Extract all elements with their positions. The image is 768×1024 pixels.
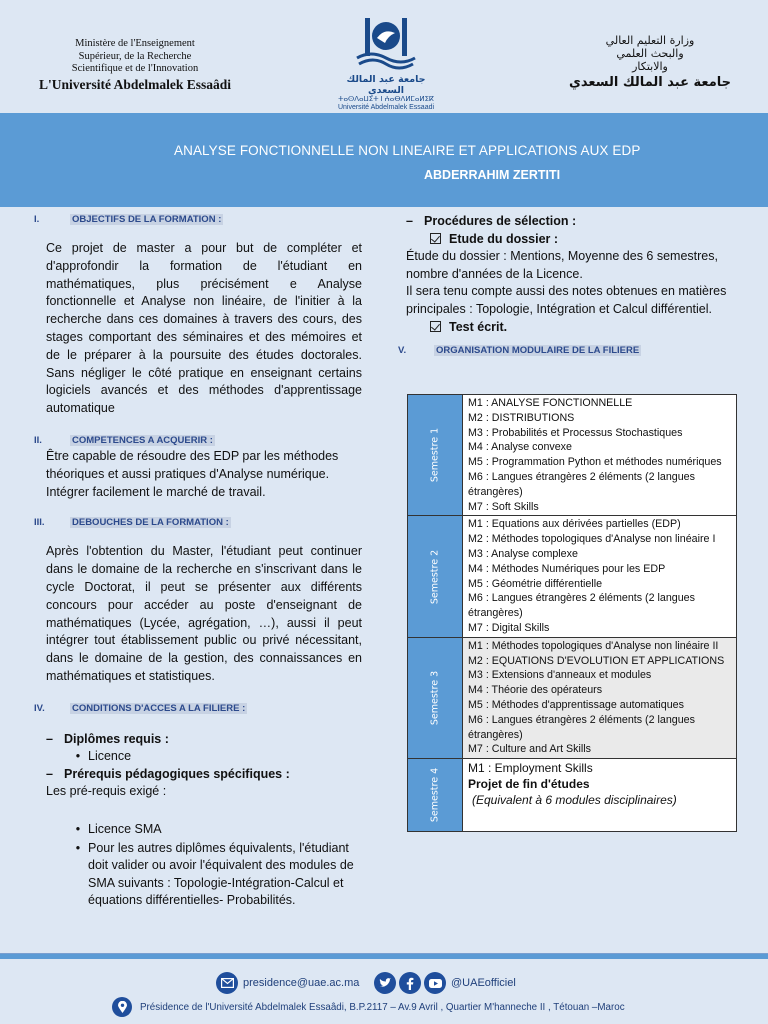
list-item: M4 : Méthodes Numériques pour les EDP (468, 562, 666, 575)
section-heading-conditions (34, 701, 362, 716)
ecrit-label: Test écrit. (449, 320, 508, 335)
footer-email[interactable] (216, 972, 359, 994)
header-right-ministry (560, 34, 740, 89)
list-item: M4 : Théorie des opérateurs (468, 684, 603, 697)
list-item: M3 : Probabilités et Processus Stochastiques (468, 426, 683, 439)
table-row (408, 759, 736, 831)
prerequis-heading: – Prérequis pédagogiques spécifiques : (46, 767, 290, 782)
list-item: M6 : Langues étrangères 2 éléments (2 langues étrangères) (468, 713, 695, 741)
page-footer (0, 959, 768, 1024)
email-text[interactable]: presidence@uae.ac.ma (243, 977, 360, 989)
module-list (463, 395, 736, 515)
list-item: M1 : Employment Skills (468, 761, 593, 776)
section-title: COMPETENCES A ACQUERIR : (72, 434, 213, 446)
semester-label: Semestre 1 (429, 428, 441, 483)
dossier-label: Etude du dossier : (449, 232, 559, 246)
logo-emblem-icon (351, 16, 421, 74)
list-item: M5 : Géométrie différentielle (468, 577, 603, 590)
right-column (398, 212, 738, 358)
checkbox-icon (430, 233, 441, 244)
list-item: M2 : DISTRIBUTIONS (468, 411, 575, 424)
twitter-icon[interactable] (374, 972, 396, 994)
list-item: M1 : Méthodes topologiques d'Analyse non linéaire II (468, 639, 719, 652)
ministry-ar-line-2: والبحث العلمي (616, 47, 684, 60)
page-header (0, 0, 768, 113)
list-item: M7 : Culture and Art Skills (468, 743, 591, 756)
list-item: M7 : Digital Skills (468, 621, 550, 634)
logo-arabic-text: جامعة عبد المالك السعدي (346, 74, 426, 96)
semester-cell (408, 395, 463, 515)
coordinator-name: ABDERRAHIM ZERTITI (424, 168, 561, 182)
prerequis-item-1: Licence SMA (88, 822, 162, 837)
semester-label: Semestre 3 (429, 670, 441, 726)
ecrit-check (398, 318, 738, 336)
master-title: ANALYSE FONCTIONNELLE NON LINEAIRE ET APPLICATIONS AUX EDP (174, 143, 641, 158)
modules-table (407, 394, 737, 832)
table-row (408, 638, 736, 759)
social-handle[interactable]: @UAEofficiel (451, 977, 516, 989)
list-item: M1 : Equations aux dérivées partielles (EDP) (468, 518, 681, 531)
diplomes-label: Diplômes requis : (64, 731, 169, 746)
email-icon (216, 972, 238, 994)
semester-cell (408, 638, 463, 758)
facebook-icon[interactable] (399, 972, 421, 994)
dossier-check (398, 230, 738, 248)
section-number: V. (398, 345, 407, 357)
section-title: DEBOUCHES DE LA FORMATION : (72, 517, 229, 529)
section-heading-organisation (398, 343, 738, 358)
module-list (463, 759, 736, 831)
list-item: • Pour les autres diplômes équivalents, l'étudiant doit valider ou avoir l'équivalent des modules de SMA suivants : Topologie-Intégration-Calcul et équations différentielles- Probabilités. (46, 840, 362, 910)
youtube-icon[interactable] (424, 972, 446, 994)
footer-address (112, 997, 625, 1017)
diplomes-heading: – Diplômes requis : (46, 731, 169, 746)
ministry-line-2: Supérieur, de la Recherche (78, 50, 192, 62)
university-name-ar: جامعة عبد المالك السعدي (568, 75, 732, 90)
table-row (408, 395, 736, 516)
list-item: • Licence (46, 748, 362, 766)
dossier-text-2: Il sera tenu compte aussi des notes obtenues en matières principales : Topologie, Intégration et Calcul différentiel. (406, 284, 727, 316)
section-heading-competences (34, 433, 362, 448)
university-logo (334, 16, 438, 112)
dossier-text-1: Étude du dossier : Mentions, Moyenne des 6 semestres, nombre d'années de la Licence. (406, 249, 718, 281)
module-list (463, 516, 736, 636)
title-banner (0, 113, 768, 207)
list-item: M5 : Programmation Python et méthodes numériques (468, 456, 722, 469)
list-item: M4 : Analyse convexe (468, 441, 572, 454)
social-links (374, 972, 516, 994)
section-heading-objectifs (34, 212, 362, 227)
section-number: I. (34, 214, 40, 225)
section-title: CONDITIONS D'ACCES A LA FILIERE : (72, 702, 246, 714)
debouches-text: Après l'obtention du Master, l'étudiant peut continuer dans le domaine de la recherche en s'inscrivant dans le cycle Doctorat, il peut se présenter aux différents concours pour accéder au poste d'enseignant de mathématiques (Lycée, agrégation, …), aussi il peut intégrer tout établissement public ou privé nécessitant, dans le domaine de la gestion, des connaissances en mathématiques et statistiques. (46, 544, 362, 683)
table-row (408, 516, 736, 637)
header-left-ministry (30, 38, 240, 91)
section-title: ORGANISATION MODULAIRE DE LA FILIERE (436, 345, 640, 357)
list-item: M6 : Langues étrangères 2 éléments (2 langues étrangères) (468, 470, 695, 498)
list-item: M2 : EQUATIONS D'EVOLUTION ET APPLICATIONS (468, 654, 725, 667)
prerequis-intro: Les pré-requis exigé : (46, 784, 167, 799)
list-item: M2 : Méthodes topologiques d'Analyse non linéaire I (468, 533, 716, 546)
logo-tifinagh-text: ⵜⴰⵙⴷⴰⵡⵉⵜ ⵏ ⵄⴰⴱⴷⵍⵎⴰⵍⵉⴽ (338, 96, 434, 103)
section-heading-debouches (34, 515, 362, 530)
prerequis-label: Prérequis pédagogiques spécifiques : (64, 767, 290, 782)
university-name-fr: L'Université Abdelmalek Essaâdi (38, 76, 232, 92)
ministry-ar-line-3: والابتكار (632, 60, 668, 73)
diplome-value: Licence (88, 748, 132, 763)
module-list (463, 638, 736, 758)
logo-french-text: Université Abdelmalek Essaadi (337, 104, 435, 111)
section-number: II. (34, 434, 42, 446)
conditions-block (46, 730, 362, 910)
semester-cell (408, 759, 463, 831)
ministry-line-1: Ministère de l'Enseignement (75, 38, 195, 49)
ministry-ar-line-1: وزارة التعليم العالي (605, 34, 695, 47)
prerequis-item-2: Pour les autres diplômes équivalents, l'étudiant doit valider ou avoir l'équivalent des modules de SMA suivants : Topologie-Intégration-Calcul et équations différentielles- Probabilités. (88, 840, 354, 908)
checkbox-icon (430, 321, 441, 332)
location-icon (112, 997, 132, 1017)
address-text: Présidence de l'Université Abdelmalek Essaâdi, B.P.2117 – Av.9 Avril , Quartier M'hanneche II , Tétouan –Maroc (140, 1001, 625, 1013)
list-item: (Equivalent à 6 modules disciplinaires) (472, 793, 677, 808)
competences-text: Être capable de résoudre des EDP par les méthodes théoriques et aussi pratiques d'Analyse numérique. Intégrer facilement le marché de travail. (46, 448, 339, 499)
list-item: M3 : Extensions d'anneaux et modules (468, 669, 652, 682)
list-item: M6 : Langues étrangères 2 éléments (2 langues étrangères) (468, 592, 695, 620)
selection-label: Procédures de sélection : (424, 214, 577, 228)
section-title: OBJECTIFS DE LA FORMATION : (72, 214, 222, 225)
objectifs-text: Ce projet de master a pour but de compléter et d'approfondir la formation de l'étudiant en mathématiques, plus précisément e Analyse fonctionnelle et Analyse non linéaire, de l'initier à la recherche dans ces domaines à travers des cours, des stages comportant des séminaires et des mémoires et de le préparer à la poursuite des études doctorales. Sans négliger le côté pratique en enseignant certains logiciels avancés et des méthodes d'apprentissage automatique (46, 241, 362, 416)
ministry-line-3: Scientifique et de l'Innovation (71, 63, 199, 74)
selection-heading: – Procédures de sélection : (406, 214, 577, 228)
list-item: M3 : Analyse complexe (468, 547, 578, 560)
list-item: M1 : ANALYSE FONCTIONNELLE (468, 397, 633, 409)
left-column (34, 212, 362, 910)
list-item: M5 : Méthodes d'apprentissage automatiques (468, 698, 684, 711)
semester-label: Semestre 4 (429, 767, 441, 823)
semester-cell (408, 516, 463, 636)
list-item: M7 : Soft Skills (468, 500, 539, 513)
list-item: • Licence SMA (46, 821, 362, 839)
semester-label: Semestre 2 (429, 549, 441, 604)
section-number: III. (34, 517, 45, 529)
list-item: Projet de fin d'études (468, 777, 590, 792)
section-number: IV. (34, 702, 45, 714)
